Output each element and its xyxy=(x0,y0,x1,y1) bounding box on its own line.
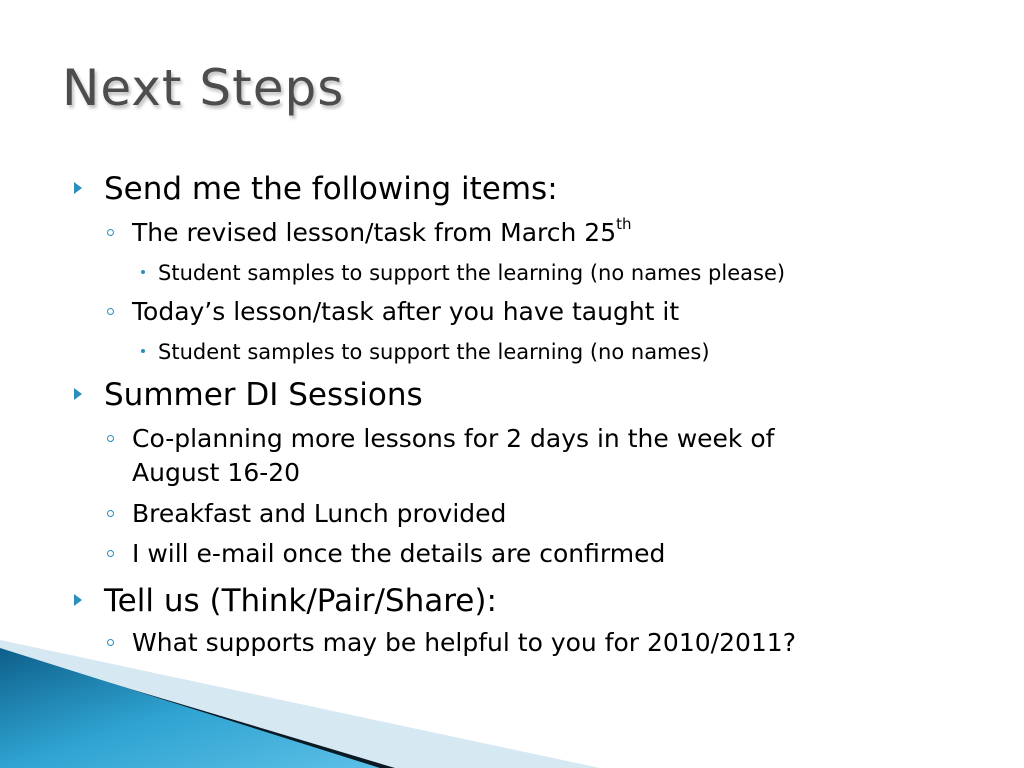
level1-bullet xyxy=(74,182,82,194)
bullet-breakfast-lunch: Breakfast and Lunch provided xyxy=(132,499,507,528)
bullet-tell-us: Tell us (Think/Pair/Share): xyxy=(104,583,497,619)
level2-bullet xyxy=(107,639,114,646)
level2-bullet xyxy=(107,550,114,557)
bullet-co-planning-continuation: August 16-20 xyxy=(132,458,301,487)
level2-bullet xyxy=(107,435,114,442)
superscript-th: th xyxy=(616,214,632,233)
level1-bullet xyxy=(74,594,82,606)
bullet-email-details: I will e-mail once the details are confirmed xyxy=(132,539,666,568)
bullet-supports-question: What supports may be helpful to you for 2010/2011? xyxy=(132,628,796,657)
level3-bullet xyxy=(141,349,145,353)
bullet-revised-lesson-text: The revised lesson/task from March 25 xyxy=(132,218,617,247)
bullet-todays-lesson: Today’s lesson/task after you have taught it xyxy=(132,297,680,326)
bullet-student-samples-2: Student samples to support the learning (no names) xyxy=(158,340,710,364)
slide-title: Next Steps xyxy=(62,59,345,117)
level1-bullet xyxy=(74,388,82,400)
bullet-summer-sessions: Summer DI Sessions xyxy=(104,377,423,413)
bullet-student-samples-1: Student samples to support the learning (no names please) xyxy=(158,261,786,285)
bullet-send-items: Send me the following items: xyxy=(104,171,558,207)
level3-bullet xyxy=(141,270,145,274)
level2-bullet xyxy=(107,229,114,236)
bullet-revised-lesson xyxy=(132,214,632,249)
decor-blue-band xyxy=(0,648,380,768)
bullet-co-planning: Co-planning more lessons for 2 days in the week of xyxy=(132,424,775,453)
level2-bullet xyxy=(107,510,114,517)
level2-bullet xyxy=(107,308,114,315)
